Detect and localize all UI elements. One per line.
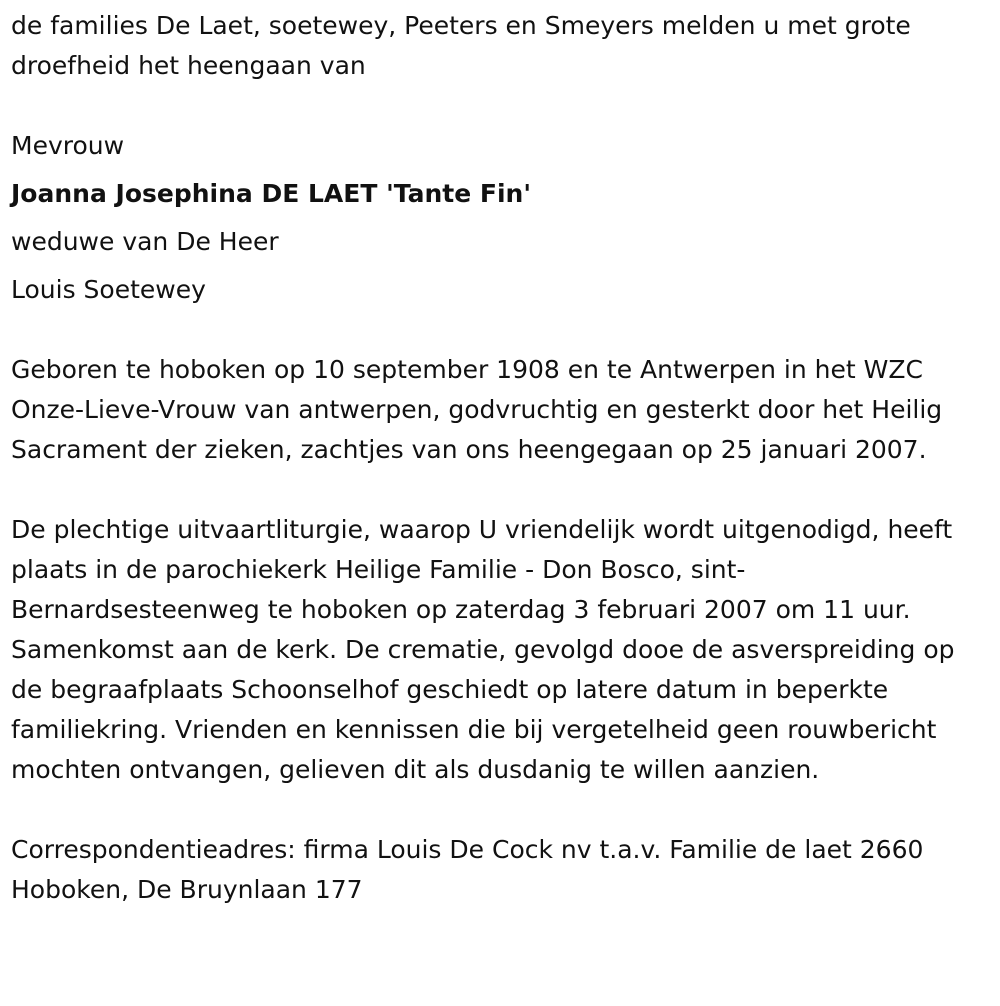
death-notice-document [11,6,991,910]
funeral-paragraph: De plechtige uitvaartliturgie, waarop U vriendelijk wordt uitgenodigd, heeft plaats in de parochiekerk Heilige Familie - Don Bosco, sint-Bernardsesteenweg te hoboken op zaterdag 3 februari 2007 om 11 uur. Samenkomst aan de kerk. De crematie, gevolgd dooe de asverspreiding op de begraafplaats Schoonselhof geschiedt op latere datum in beperkte familiekring. Vrienden en kennissen die bij vergetelheid geen rouwbericht mochten ontvangen, gelieven dit als dusdanig te willen aanzien. [11,515,955,784]
spouse-name: Louis Soetewey [11,275,206,304]
correspondence-address: Correspondentieadres: firma Louis De Cock nv t.a.v. Familie de laet 2660 Hoboken, De Bruynlaan 177 [11,835,924,904]
widow-line: weduwe van De Heer [11,227,279,256]
birth-death-paragraph: Geboren te hoboken op 10 september 1908 en te Antwerpen in het WZC Onze-Lieve-Vrouw van antwerpen, godvruchtig en gesterkt door het Heilig Sacrament der zieken, zachtjes van ons heengegaan op 25 januari 2007. [11,355,943,464]
deceased-name: Joanna Josephina DE LAET 'Tante Fin' [11,179,531,208]
salutation: Mevrouw [11,131,125,160]
intro-paragraph: de families De Laet, soetewey, Peeters en Smeyers melden u met grote droefheid het heengaan van [11,11,911,80]
